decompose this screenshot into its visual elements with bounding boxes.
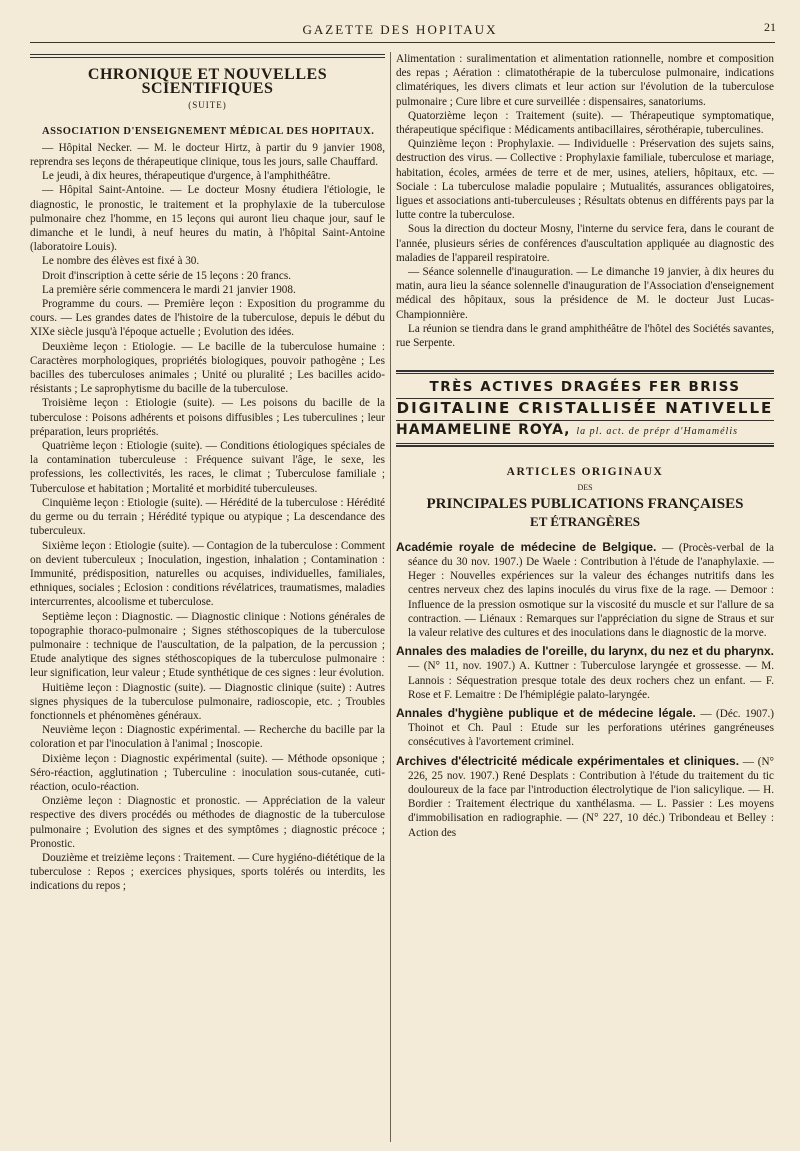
ad-line-hamameline [396,421,774,443]
paragraph: Troisième leçon : Etiologie (suite). — Les poisons du bacille de la tuberculose : Poisons adhérents et poisons diffusibles ; Les tuberculines ; leur préparation, leurs propriétés. [30,397,385,438]
paragraph: Dixième leçon : Diagnostic expérimental (suite). — Méthode opsonique ; Séro-réaction, agglutination ; Tuberculine : inoculation sous-cutanée, cuti-réaction, oculo-réaction. [30,752,385,793]
advertisement-block [396,370,774,447]
left-column [30,52,385,894]
paragraph: La réunion se tiendra dans le grand amphithéâtre de l'hôtel des Sociétés savantes, rue Serpente. [396,322,774,350]
ad-hamameline-small: la pl. act. de prépr d'Hamamélis [576,425,738,437]
article-entry [396,706,774,750]
paragraph: Quinzième leçon : Prophylaxie. — Individuelle : Préservation des sujets sains, destruction des virus. — Collective : Prophylaxie familiale, tuberculose et mariage, habitation, écoles, armées de terre et de mer, usines, ateliers, hôpitaux, etc. — Sociale : La tuberculose maladie populaire ; Mutualités, assurances obligatoires, ligues et associations anti-tuberculeuses ; Résultats obtenus en différents pays par la lutte contre la tuberculose. [396,138,774,222]
running-title: GAZETTE DES HOPITAUX [302,22,498,37]
association-heading: ASSOCIATION D'ENSEIGNEMENT MÉDICAL DES HOPITAUX. [42,125,375,137]
ad-line-dragees: TRÈS ACTIVES DRAGÉES FER BRISS [429,379,741,396]
paragraph: Huitième leçon : Diagnostic (suite). — Diagnostic clinique (suite) : Autres signes physiques de la tuberculose pulmonaire, radioscopie, etc. ; Troubles fonctionnels et phénomènes généraux. [30,681,385,722]
paragraph: Deuxième leçon : Etiologie. — Le bacille de la tuberculose humaine : Caractères morphologiques, propriétés biologiques, pouvoir pathogène ; Les bacilles des tuberculoses animales ; Unité ou pluralité ; Les bacilles acido-résistants ; Le saprophytisme du bacille de la tuberculose. [30,340,385,396]
entry-text: — (Procès-verbal de la séance du 30 nov. 1907.) De Waele : Contribution à l'étude de l'anaphylaxie. — Heger : Nouvelles expériences sur la valeur des échanges nutritifs dans les centres nerveux chez des lapins inoculés du virus fixe de la rage. — Demoor : Influence de la pression osmotique sur la viscosité du muscle et sur l'allure de sa contraction. — Liénaux : Remarques sur l'appréciation du signe de Straus et sur la valeur relative des cultures et des inoculations dans le diagnostic de la morve. [408,541,774,639]
paragraph: — Hôpital Saint-Antoine. — Le docteur Mosny étudiera l'étiologie, le diagnostic, le pronostic, le traitement et la prophylaxie de la tuberculose pulmonaire chez l'homme, en 15 leçons qui auront lieu chaque jour, sauf le dimanche et le lundi, à neuf heures du matin, à l'hôpital Saint-Antoine (laboratoire Louis). [30,184,385,254]
paragraph: La première série commencera le mardi 21 janvier 1908. [42,283,296,296]
page-number: 21 [764,20,776,34]
entry-text: — (Déc. 1907.) Thoinot et Ch. Paul : Etude sur les perforations utérines gangréneuses consécutives à l'avortement criminel. [408,707,774,749]
right-column [396,52,774,844]
article-entry [396,540,774,640]
top-rule [30,42,775,43]
article-entry [396,754,774,840]
paragraph: Le jeudi, à dix heures, thérapeutique d'urgence, à l'amphithéâtre. [42,170,331,183]
entry-journal: Archives d'électricité médicale expérimentales et cliniques. [396,753,740,768]
chronique-title: CHRONIQUE ET NOUVELLES SCIENTIFIQUES [87,66,328,98]
paragraph: Sixième leçon : Etiologie (suite). — Contagion de la tuberculose : Comment on devient tuberculeux ; Inoculation, ingestion, inhalation ; Contamination : Immunité, prédisposition, naturelles ou acquises, individuelles, familiales, ethniques, sociales ; Eclosion : conditions révélatrices, traumatismes, maladies intercurrentes, alcoolisme et tuberculose. [30,539,385,609]
paragraph: Quatorzième leçon : Traitement (suite). — Thérapeutique symptomatique, thérapeutique spécifique : Médicaments antibacillaires, sérothérapie, tuberculines. [396,109,774,137]
entry-text: — (N° 226, 25 nov. 1907.) René Desplats : Contribution à l'étude du traitement du tic douloureux de la face par l'introduction électrolytique de l'ion salicylique. — H. Bordier : Traitement électrique du xanthélasma. — L. Passier : Les moyens d'immobilisation en radiographie. — (N° 227, 10 déc.) Tribondeau et Belley : Action des [408,755,775,839]
paragraph: Quatrième leçon : Etiologie (suite). — Conditions étiologiques spéciales de la contamination tuberculeuse : Fréquence suivant l'âge, le sexe, les professions, les collectivités, les races, le climat ; Tuberculose familiale ; Tuberculose et habitation ; Mortalité et morbidité tuberculeuses. [30,440,385,495]
column-divider [390,52,391,1142]
entry-text: — (N° 11, nov. 1907.) A. Kuttner : Tuberculose laryngée et grossesse. — M. Lannois : Séquestration presque totale des deux rochers chez un enfant. — F. Rose et F. Lemaitre : De l'hémiplégie palato-laryngée. [408,660,774,701]
paragraph: Cinquième leçon : Etiologie (suite). — Hérédité de la tuberculose : Hérédité du germe ou du terrain ; Hérédité typique ou atypique ; La descendance des tuberculeux. [30,496,385,538]
paragraph: Septième leçon : Diagnostic. — Diagnostic clinique : Notions générales de topographie thoraco-pulmonaire ; Signes stéthoscopiques de la tuberculose pulmonaire : technique de l'auscultation, de la palpation, de la percussion ; Etude analytique des signes stéthoscopiques de la tuberculose pulmonaire : leur signification, leur valeur ; Etude synthétique de ces signes : leur évolution. [30,610,385,680]
suite-label: (SUITE) [188,100,227,111]
articles-subtitle: ET ÉTRANGÈRES [530,514,640,530]
paragraph: Douzième et treizième leçons : Traitement. — Cure hygiéno-diététique de la tuberculose : Repos ; exercices physiques, sports tolérés ou interdits, les indications du repos ; [30,851,385,893]
paragraph: Onzième leçon : Diagnostic et pronostic. — Appréciation de la valeur respective des divers procédés ou méthodes de diagnostic de la tuberculose pulmonaire ; Evolution des signes et des symptômes ; diagnostic précoce ; Pronostic. [30,795,385,850]
articles-title: ARTICLES ORIGINAUX [506,465,664,478]
paragraph: Le nombre des élèves est fixé à 30. [42,255,200,268]
paragraph: Alimentation : suralimentation et alimentation rationnelle, nombre et composition des repas ; Aération : climatothérapie de la tuberculose pulmonaire, indications climatériques, les divers climats et leur action sur l'évolution de la tuberculose pulmonaire ; Cure libre et cure surveillée : dispensaires, sanatoriums. [396,53,774,108]
paragraph: — Séance solennelle d'inauguration. — Le dimanche 19 janvier, à dix heures du matin, aura lieu la séance solennelle d'inauguration de l'Association d'enseignement médical des hôpitaux, sous la présidence de M. le docteur Just Lucas-Championnière. [396,266,774,321]
paragraph: — Hôpital Necker. — M. le docteur Hirtz, à partir du 9 janvier 1908, reprendra ses leçons de thérapeutique clinique, tous les jours, salle Chauffard. [30,141,385,169]
entry-journal: Annales d'hygiène publique et de médecine légale. [396,705,696,720]
paragraph: Programme du cours. — Première leçon : Exposition du programme du cours. — Les grandes dates de l'histoire de la tuberculose, depuis le début du XIXe siècle jusqu'à l'époque actuelle ; Evolution des idées. [30,298,385,339]
double-rule [30,54,385,58]
articles-main-title: PRINCIPALES PUBLICATIONS FRANÇAISES [426,496,744,513]
article-entry [396,644,774,702]
articles-des: DES [577,483,593,493]
ad-line-digitaline: DIGITALINE CRISTALLISÉE NATIVELLE [396,399,774,418]
paragraph: Droit d'inscription à cette série de 15 leçons : 20 francs. [42,269,291,282]
paragraph: Neuvième leçon : Diagnostic expérimental. — Recherche du bacille par la coloration et par l'inoculation à l'animal ; Inoscopie. [30,724,385,751]
entry-journal: Annales des maladies de l'oreille, du larynx, du nez et du pharynx. [396,644,774,659]
paragraph: Sous la direction du docteur Mosny, l'interne du service fera, dans le courant de l'année, plusieurs séries de conférences d'auscultation appliquée au diagnostic des maladies de l'appareil respiratoire. [396,223,774,264]
ad-hamameline-main: HAMAMELINE ROYA, [396,421,571,438]
entry-journal: Académie royale de médecine de Belgique. [396,539,657,554]
